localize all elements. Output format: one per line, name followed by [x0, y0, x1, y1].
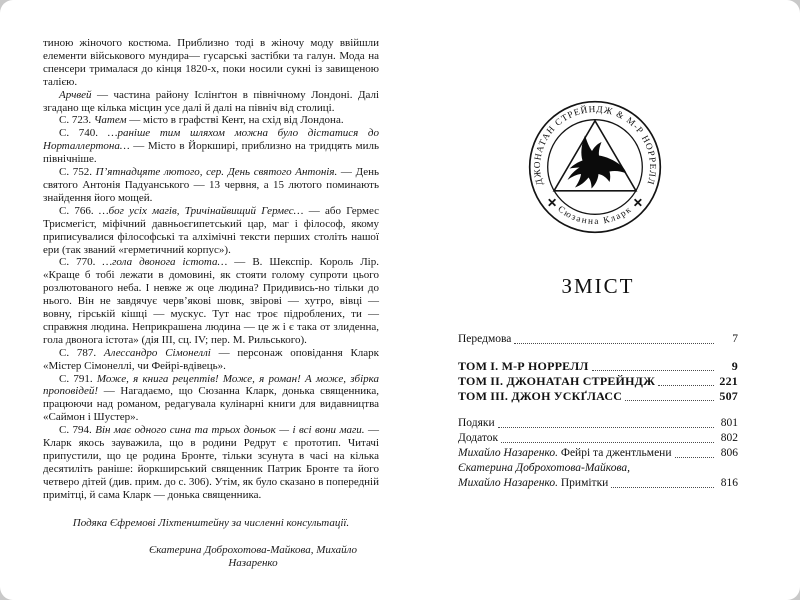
text: — Нагадаємо, що Сюзанна Кларк, донька священника, працюючи над романом, редагувала кулінарні книги для видавництва «Саймон і Шустер».: [43, 385, 379, 424]
dot-leader: [498, 427, 714, 428]
maltese-cross-icon: [549, 199, 556, 206]
toc-page-number: 507: [719, 389, 738, 403]
text: С. 770.: [59, 256, 103, 269]
note-paragraph: [43, 256, 379, 346]
toc-page-number: 816: [720, 477, 738, 489]
italic-text: …гола двонога істота…: [102, 256, 228, 269]
text: — або Гермес Трисмегіст, міфічний давньоєгипетський цар, маг і філософ, якому приписувалися філософські та алхімічні тексти перших століть нашої ери (так званий «герметичний корпус»).: [43, 204, 380, 256]
table-of-contents: [458, 332, 738, 491]
text: С. 740.: [59, 127, 108, 140]
dot-leader: [501, 442, 714, 443]
italic-text: …бог усіх магів, Тричінайвищий Гермес…: [98, 204, 304, 217]
toc-page-number: 806: [720, 447, 738, 459]
text: С. 723.: [59, 114, 94, 127]
publisher-emblem: [523, 95, 667, 239]
text: — Кларк якось зауважила, що в родини Редрут є прототип. Читачі припустили, що це родина Бронте, тільки зсунута в часі на кілька десятиліть раніше: йоркширський священник Патрик Бронте та його четверо дітей (див. прим. до с. 306). Утім, як було сказано в попередній примітці, й сама Кларк — донька священника.: [43, 424, 379, 501]
text: ТОМ III. ДЖОН УСКҐЛАСС: [458, 389, 623, 403]
note-paragraph: [43, 127, 379, 166]
toc-page-number: 801: [720, 417, 738, 429]
toc-page-number: 802: [720, 432, 738, 444]
text: С. 766.: [59, 204, 99, 217]
toc-page-number: 7: [732, 333, 738, 345]
italic-text: Михайло Назаренко.: [458, 447, 558, 459]
toc-row: [458, 431, 738, 446]
dot-leader: [658, 385, 714, 386]
text: — персонаж оповідання Кларк «Містер Сімонеллі, чи Фейрі-вдівець».: [43, 346, 379, 372]
note-paragraph: [43, 347, 379, 373]
toc-row: [458, 374, 738, 389]
text: ТОМ I. М-Р НОРРЕЛЛ: [458, 359, 589, 373]
text: Подяки: [458, 417, 495, 429]
note-paragraph: [43, 373, 379, 425]
italic-text: Єкатерина Доброхотова-Майкова,: [458, 462, 631, 474]
text: — Місто в Йоркширі, приблизно на тридцять миль північніше.: [43, 140, 379, 166]
italic-text: П’ятнадцяте лютого, сер. День святого Антонія.: [95, 166, 338, 179]
note-paragraph: [43, 424, 379, 501]
toc-entry-label: [458, 416, 495, 431]
italic-text: …раніше тим шляхом можна було дістатися до Норталлертона…: [43, 127, 379, 153]
toc-row: [458, 476, 738, 491]
toc-entry-label: [458, 374, 655, 389]
text: Передмова: [458, 333, 512, 345]
emblem-svg: [523, 95, 667, 239]
text: Додаток: [458, 432, 499, 444]
note-paragraph: [43, 89, 379, 115]
text: — частина району Іслінґтон в північному Лондоні. Далі згадано ще кілька місцин усе далі й далі на північ від столиці.: [43, 88, 379, 114]
toc-row: [458, 359, 738, 374]
dot-leader: [625, 400, 714, 401]
italic-text: Може, я книга рецептів! Може, я роман! А може, збірка проповідей!: [43, 372, 379, 398]
text: С. 787.: [59, 346, 104, 359]
maltese-cross-icon: [635, 199, 642, 206]
note-paragraph: [43, 205, 379, 257]
dot-leader: [675, 457, 715, 458]
text: — В. Шекспір. Король Лір. «Краще б тобі лежати в домовині, як стояти голому супроти цього розлютованого неба. І невже ж оце людина? Придивись-но тільки до нього. Він не завдячує черв’якові шовк, звірові — хутро, вівці — вовну, гірській кішці — мускус. Тут нас троє підроблених, ти — справжня людина. Неприкрашена людина — це ж і є така от злиденна, гола двонога істота» (дія III, сц. IV; пер. М. Рильського).: [43, 256, 379, 346]
dot-leader: [611, 487, 714, 488]
text: С. 794.: [59, 424, 96, 437]
text: Примітки: [557, 477, 609, 489]
italic-text: Арчвей: [59, 88, 92, 101]
toc-entry-label: [458, 476, 608, 491]
notes-text-block: [43, 37, 379, 502]
toc-row: [458, 461, 738, 476]
toc-title: ЗМІСТ: [561, 274, 635, 298]
toc-page-number: 221: [719, 374, 738, 388]
note-paragraph: [43, 37, 379, 89]
toc-entry-label: [458, 461, 630, 476]
toc-row: [458, 446, 738, 461]
toc-entry-label: [458, 431, 498, 446]
italic-text: Чатем: [93, 114, 127, 127]
toc-page-number: 9: [731, 359, 738, 373]
italic-text: Алессандро Сімонеллі: [103, 346, 211, 359]
toc-row: [458, 416, 738, 431]
text: Фейрі та джентльмени: [557, 447, 672, 459]
emblem-arc-bottom-text: Сюзанна Кларк: [556, 203, 634, 227]
italic-text: Михайло Назаренко.: [458, 477, 558, 489]
raven-icon: [568, 136, 627, 189]
toc-entry-label: [458, 359, 589, 374]
text: С. 791.: [59, 372, 97, 385]
toc-entry-label: [458, 446, 672, 461]
emblem-arc-top-text: ДЖОНАТАН СТРЕЙНДЖ & М-Р НОРРЕЛЛ: [531, 103, 659, 187]
text: ТОМ II. ДЖОНАТАН СТРЕЙНДЖ: [458, 374, 656, 388]
translators-line: Єкатерина Доброхотова-Майкова, Михайло Назаренко: [148, 543, 358, 569]
note-paragraph: [43, 114, 379, 127]
text: С. 752.: [59, 166, 96, 179]
toc-entry-label: [458, 389, 622, 404]
text: тиною жіночого костюма. Приблизно тоді в жіночу моду ввійшли елементи військового мундира— гусарські застібки та галун. Мода на спенсери трималася до кінця 1820-х, поки носили сукні із завищеною талією.: [43, 37, 379, 88]
italic-text: Він має одного сина та трьох доньок — і всі вони маги.: [95, 424, 365, 437]
text: — День святого Антонія Падуанського — 13 червня, а 15 лютого поминають знайдення його мощей.: [43, 166, 379, 204]
left-page-notes: [43, 37, 379, 570]
toc-row: [458, 389, 738, 404]
toc-entry-label: [458, 332, 511, 347]
text: — місто в графстві Кент, на схід від Лондона.: [126, 114, 344, 127]
note-paragraph: [43, 166, 379, 205]
dot-leader: [592, 370, 715, 371]
dot-leader: [514, 343, 714, 344]
acknowledgement-line: Подяка Єфремові Ліхтенштейну за численні консультації.: [72, 516, 350, 529]
toc-row: [458, 332, 738, 347]
